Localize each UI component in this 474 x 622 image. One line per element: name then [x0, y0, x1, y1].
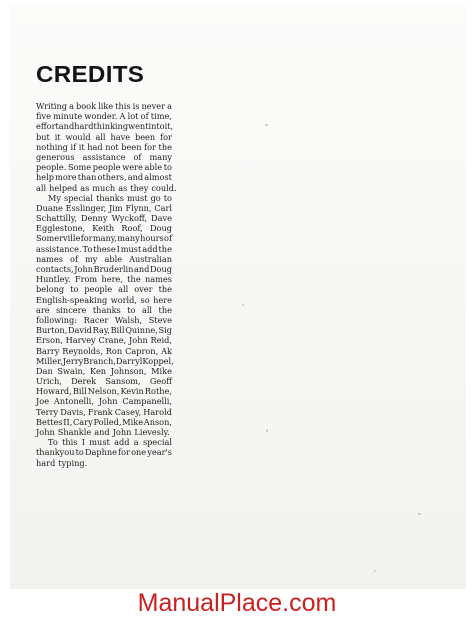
scan-speck — [265, 124, 268, 126]
text-line: help more than others, and almost — [36, 172, 172, 183]
text-line: Howard, Bill Nelson, Kevin Rothe, — [36, 386, 172, 397]
text-line: Urich, Derek Sansom, Geoff — [36, 376, 172, 387]
text-line: Miller, Jerry Branch, Darryl Koppel, — [36, 355, 174, 366]
text-line: Bettes II, Cary Polled, Mike Anson, — [36, 416, 172, 427]
text-line: Erson, Harvey Crane, John Reid, — [36, 335, 172, 346]
text-line: Schattilly, Denny Wyckoff, Dave — [36, 213, 172, 224]
page-title: CREDITS — [36, 61, 145, 87]
scan-speck — [418, 513, 421, 515]
text-line: nothing if it had not been for the — [36, 141, 172, 152]
text-line: all helped as much as they could. — [36, 182, 177, 193]
text-line: are sincere thanks to all the — [36, 304, 172, 315]
text-line: John Shankle and John Lievesly. — [36, 427, 170, 437]
text-line: My special thanks must go to — [48, 192, 172, 203]
text-line: people. Some people were able to — [36, 162, 172, 173]
text-line: effort and hard thinking went into it, — [36, 121, 174, 132]
text-line: Dan Swain, Ken Johnson, Mike — [36, 365, 172, 376]
text-line: Huntley. From here, the names — [36, 274, 172, 285]
text-line: but it would all have been for — [36, 131, 172, 142]
text-line: thankyou to Daphne for one year's — [36, 447, 172, 458]
scan-speck — [242, 304, 244, 306]
text-line: assistance. To these I must add the — [36, 243, 172, 254]
text-line: five minute wonder. A lot of time, — [36, 111, 172, 122]
text-line: Burton, David Ray, Bill Quinne, Sig — [36, 325, 172, 336]
text-line: names of my able Australian — [36, 253, 172, 264]
text-line: belong to people all over the — [36, 284, 172, 295]
text-line: To this I must add a special — [48, 437, 172, 448]
text-line: generous assistance of many — [36, 151, 172, 162]
text-line: Joe Antonelli, John Campanelli, — [36, 396, 172, 407]
text-line: English-speaking world, so here — [36, 294, 172, 305]
text-line: Writing a book like this is never a — [36, 101, 172, 111]
credits-text — [36, 101, 177, 468]
text-line: Egglestone, Keith Roof, Doug — [36, 223, 172, 234]
text-line: following: Racer Walsh, Steve — [36, 314, 172, 325]
text-line: contacts, John Bruderlin and Doug — [36, 264, 172, 274]
text-line: Terry Davis, Frank Casey, Harold — [36, 406, 172, 417]
text-line: hard typing. — [36, 457, 88, 468]
text-line: Duane Esslinger, Jim Flynn, Carl — [36, 202, 172, 213]
watermark-footer: ManualPlace.com — [137, 589, 337, 617]
scan-speck — [266, 429, 268, 432]
scan-speck — [374, 570, 376, 572]
text-line: Somerville for many, many hours of — [36, 233, 172, 244]
text-line: Barry Reynolds, Ron Capron, Ak — [36, 345, 172, 356]
